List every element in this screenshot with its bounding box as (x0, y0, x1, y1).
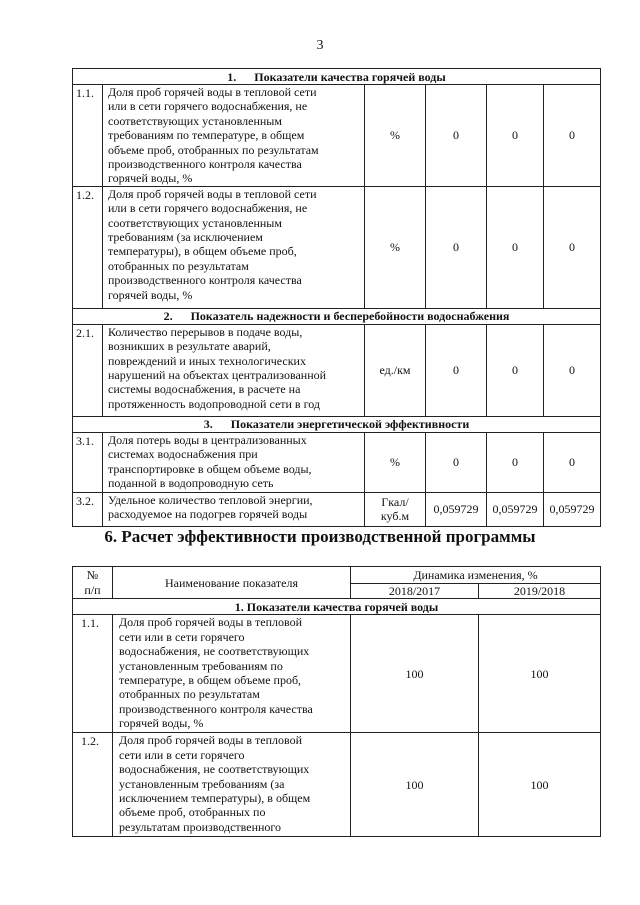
row-description: Количество перерывов в подаче воды, возникших в результате аварий, повреждений и иных технологических нарушений на объектах централизованной системы водоснабжения, в расчете на протяженность водопроводной сети в год (103, 324, 365, 416)
row-value: 0 (426, 324, 487, 416)
row-unit: Гкал/ куб.м (365, 492, 426, 526)
row-description: Удельное количество тепловой энергии, расходуемое на подогрев горячей воды (103, 492, 365, 526)
row-number: 1.1. (73, 85, 103, 187)
section-header-row (73, 599, 601, 615)
row-description: Доля потерь воды в централизованных системах водоснабжения при транспортировке в общем объеме воды, поданной в водопроводную сеть (103, 432, 365, 492)
row-value: 100 (479, 615, 601, 733)
row-value: 0,059729 (544, 492, 601, 526)
table-row (73, 492, 601, 526)
row-number: 3.1. (73, 432, 103, 492)
row-description: Доля проб горячей воды в тепловой сети или в сети горячего водоснабжения, не соответствующих установленным требованиям по температуре, в общем объеме проб, отобранных по результатам производственного контроля качества горячей воды, % (103, 85, 365, 187)
section-header-row (73, 308, 601, 324)
row-value: 100 (479, 733, 601, 837)
row-value: 0 (426, 85, 487, 187)
header-dynamics: Динамика изменения, % (351, 567, 601, 584)
row-number: 2.1. (73, 324, 103, 416)
row-value: 0 (487, 186, 544, 308)
row-unit: % (365, 186, 426, 308)
row-description: Доля проб горячей воды в тепловой сети или в сети горячего водоснабжения, не соответствующих установленным требованиям (за исключением температуры), в общем объеме проб, отобранных по результатам производственного контроля качества горячей воды, % (103, 186, 365, 308)
section-header-row (73, 416, 601, 432)
header-num: № п/п (73, 567, 113, 599)
row-number: 1.1. (73, 615, 113, 733)
section-title: 3. Показатели энергетической эффективности (73, 416, 601, 432)
section-header-row (73, 69, 601, 85)
section-title: 1. Показатели качества горячей воды (73, 69, 601, 85)
row-value: 0 (487, 85, 544, 187)
page-number: 3 (316, 38, 324, 53)
table-row (73, 733, 601, 837)
row-value: 0,059729 (426, 492, 487, 526)
row-number: 1.2. (73, 186, 103, 308)
table-row (73, 432, 601, 492)
header-name: Наименование показателя (113, 567, 351, 599)
table-row (73, 85, 601, 187)
row-number: 3.2. (73, 492, 103, 526)
header-period: 2019/2018 (479, 584, 601, 599)
section-title: 2. Показатель надежности и бесперебойности водоснабжения (73, 308, 601, 324)
row-value: 0 (544, 186, 601, 308)
table-row (73, 186, 601, 308)
row-value: 100 (351, 615, 479, 733)
indicators-table (72, 68, 601, 527)
row-value: 0 (487, 324, 544, 416)
row-value: 0 (426, 186, 487, 308)
row-value: 0 (544, 85, 601, 187)
row-value: 0 (544, 324, 601, 416)
row-unit: % (365, 85, 426, 187)
section-6-title: 6. Расчет эффективности производственной программы (104, 527, 536, 546)
row-number: 1.2. (73, 733, 113, 837)
row-value: 0 (426, 432, 487, 492)
header-period: 2018/2017 (351, 584, 479, 599)
row-description: Доля проб горячей воды в тепловой сети или в сети горячего водоснабжения, не соответствующих установленным требованиям по температуре, в общем объеме проб, отобранных по результатам производственного контроля качества горячей воды, % (113, 615, 351, 733)
efficiency-table (72, 566, 601, 837)
section-title: 1. Показатели качества горячей воды (73, 599, 601, 615)
row-unit: ед./км (365, 324, 426, 416)
row-description: Доля проб горячей воды в тепловой сети или в сети горячего водоснабжения, не соответствующих установленным требованиям (за исключением температуры), в общем объеме проб, отобранных по результатам производственного (113, 733, 351, 837)
table-row (73, 615, 601, 733)
row-value: 0 (544, 432, 601, 492)
row-value: 100 (351, 733, 479, 837)
header-row (73, 567, 601, 584)
row-value: 0 (487, 432, 544, 492)
row-unit: % (365, 432, 426, 492)
table-row (73, 324, 601, 416)
row-value: 0,059729 (487, 492, 544, 526)
